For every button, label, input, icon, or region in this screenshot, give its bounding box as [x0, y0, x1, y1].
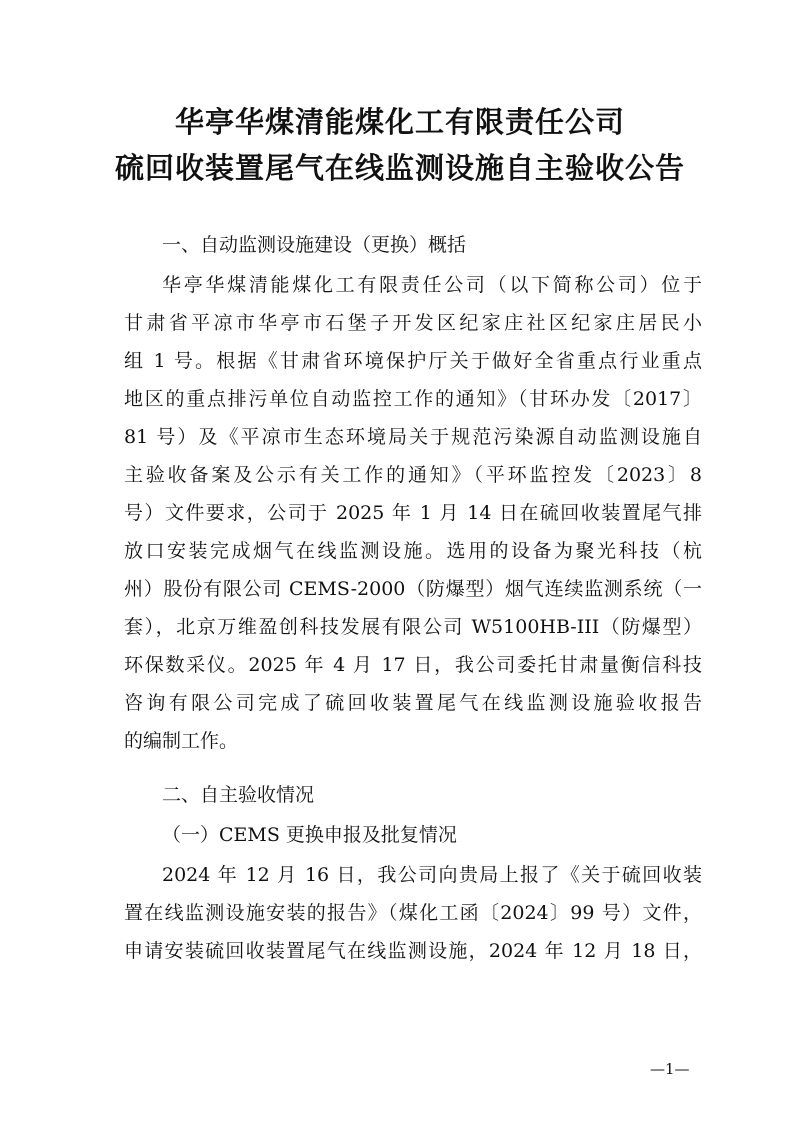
paragraph-line: 置在线监测设施安装的报告》（煤化工函〔2024〕99 号）文件， — [124, 902, 702, 924]
section-2-heading: 二、自主验收情况 — [162, 784, 315, 806]
paragraph-line: 81 号）及《平凉市生态环境局关于规范污染源自动监测设施自 — [124, 426, 702, 448]
section-1-heading: 一、自动监测设施建设（更换）概括 — [162, 234, 467, 256]
page-number: —1— — [650, 1060, 690, 1078]
document-title-line-1: 华亭华煤清能煤化工有限责任公司 — [174, 105, 625, 139]
paragraph-line: 组 1 号。根据《甘肃省环境保护厅关于做好全省重点行业重点 — [124, 350, 702, 372]
paragraph-line: 主验收备案及公示有关工作的通知》（平环监控发〔2023〕8 — [124, 464, 702, 486]
section-2-subheading: （一）CEMS 更换申报及批复情况 — [162, 824, 457, 846]
paragraph-line: 的编制工作。 — [124, 730, 239, 752]
paragraph-line: 2024 年 12 月 16 日，我公司向贵局上报了《关于硫回收装 — [162, 864, 702, 886]
paragraph-line: 华亭华煤清能煤化工有限责任公司（以下简称公司）位于 — [162, 274, 702, 296]
paragraph-line: 套），北京万维盈创科技发展有限公司 W5100HB-III（防爆型） — [124, 616, 702, 638]
paragraph-line: 环保数采仪。2025 年 4 月 17 日，我公司委托甘肃量衡信科技 — [124, 654, 702, 676]
paragraph-line: 州）股份有限公司 CEMS-2000（防爆型）烟气连续监测系统（一 — [124, 578, 702, 600]
document-title-line-2: 硫回收装置尾气在线监测设施自主验收公告 — [114, 151, 685, 185]
paragraph-line: 咨询有限公司完成了硫回收装置尾气在线监测设施验收报告 — [124, 692, 702, 714]
paragraph-line: 放口安装完成烟气在线监测设施。选用的设备为聚光科技（杭 — [124, 540, 702, 562]
paragraph-line: 地区的重点排污单位自动监控工作的通知》（甘环办发〔2017〕 — [124, 388, 702, 410]
paragraph-line: 甘肃省平凉市华亭市石堡子开发区纪家庄社区纪家庄居民小 — [124, 312, 702, 334]
paragraph-line: 申请安装硫回收装置尾气在线监测设施，2024 年 12 月 18 日， — [124, 940, 702, 962]
paragraph-line: 号）文件要求，公司于 2025 年 1 月 14 日在硫回收装置尾气排 — [124, 502, 702, 524]
